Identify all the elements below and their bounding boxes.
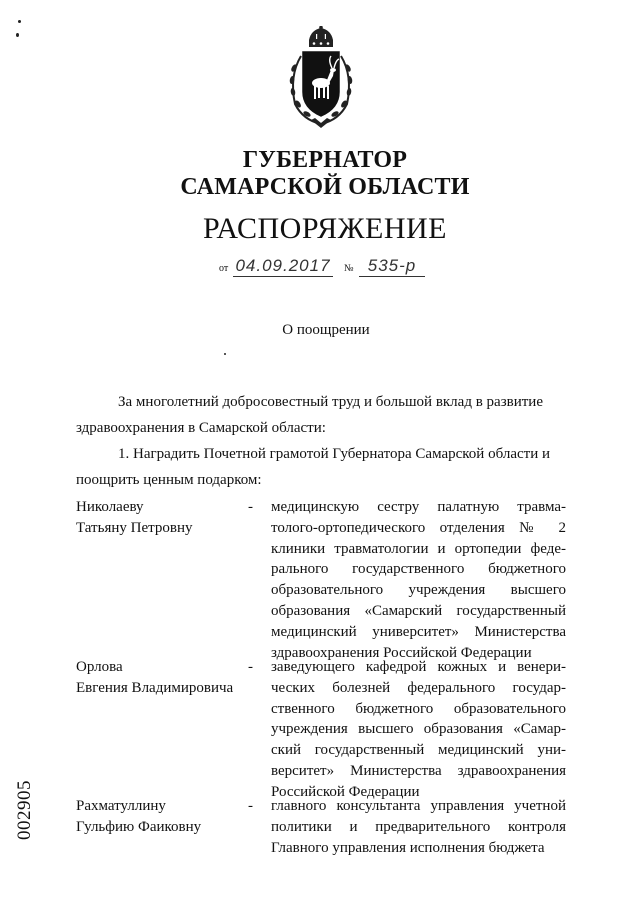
item1-line1: 1. Наградить Почетной грамотой Губернатора Самарской области и [118,446,550,462]
scan-speck [16,33,19,37]
awardee-description: заведующего кафедрой кожных и венери-ческих болезней федерального государ-ственного бюджетного образовательного учреждения высшего образования «Самар-ский государственный медицинский уни-верситет» Министерства здравоохранения Российской Федерации [271,659,566,800]
date-number-line [219,256,459,278]
awardee-dash: - [248,798,253,814]
awardee-dash: - [248,659,253,675]
number-value: 535-р [359,256,425,277]
awardee-name [76,497,251,539]
awardee-dash: - [248,499,253,515]
awardee-name [76,657,251,699]
awardee-surname: Николаеву [76,499,144,515]
intro-line1: За многолетний добросовестный труд и большой вклад в развитие [118,394,543,410]
date-label: от [219,263,229,274]
awardee-given-names: Гульфию Фаиковну [76,818,202,835]
item1-line2: поощрить ценным подарком: [76,472,262,488]
intro-line2: здравоохранения в Самарской области: [76,420,326,436]
awardee-surname: Рахматуллину [76,798,166,814]
issuing-authority-line1: ГУБЕРНАТОР [242,147,408,173]
awardee-given-names: Татьяну Петровну [76,519,193,536]
awardee-surname: Орлова [76,659,123,675]
awardee-given-names: Евгения Владимировича [76,679,234,696]
document-type: РАСПОРЯЖЕНИЕ [202,212,448,245]
samara-coat-of-arms-icon [283,26,359,130]
intro-paragraph [76,389,564,441]
issuing-authority-line2: САМАРСКОЙ ОБЛАСТИ [180,174,470,200]
item1-paragraph [76,441,564,493]
awardee-description: главного консультанта управления учетной политики и предварительного контроля Главного управления исполнения бюджета [271,798,566,856]
document-subject: О поощрении [282,322,370,338]
awardee-name [76,796,251,838]
scan-speck [18,20,21,23]
margin-serial-stamp: 002905 [14,780,35,840]
number-label: № [344,263,354,274]
date-value: 04.09.2017 [233,256,333,277]
scan-speck [224,353,226,355]
awardee-description: медицинскую сестру палатную травма-толого-ортопедического отделения № 2 клиники травматологии и ортопедии феде-рального государственного бюджетного образовательного учреждения высшего образования «Самарский государственный медицинский университет» Министерства здравоохранения Российской Федерации [271,499,566,661]
